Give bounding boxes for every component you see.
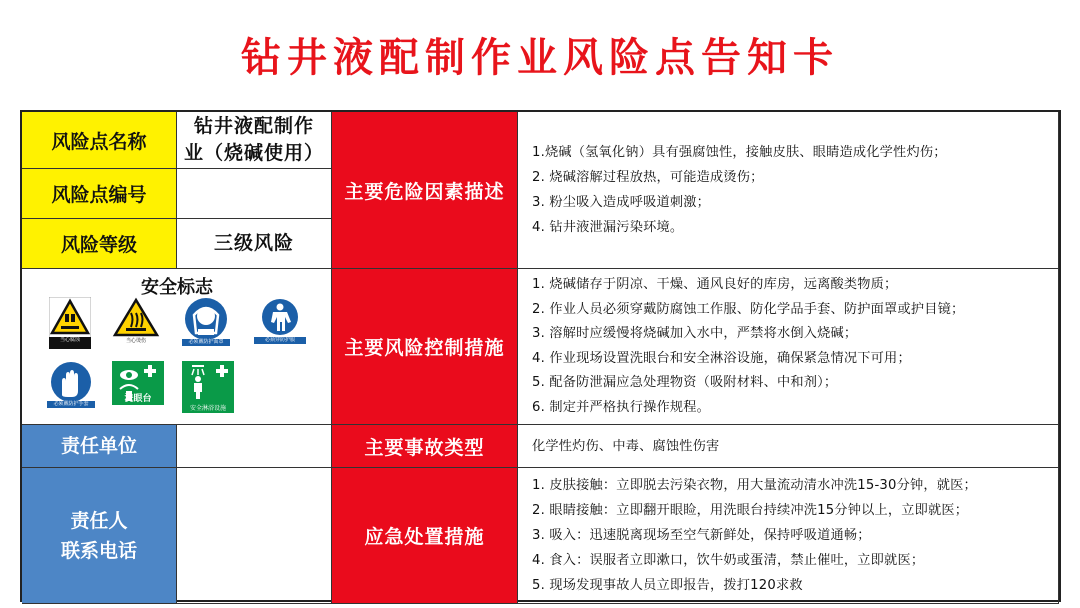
risk-name-line: 业（烧碱使用） <box>183 142 324 164</box>
risk-number-label: 风险点编号 <box>22 169 177 219</box>
page-title: 钻井液配制作业风险点告知卡 <box>241 35 839 81</box>
sign-caption: 洗眼台 <box>124 394 152 404</box>
risk-name-label: 风险点名称 <box>22 112 177 169</box>
risk-name-value <box>177 112 332 169</box>
emergency-label: 应急处置措施 <box>332 468 518 604</box>
safety-shower-sign <box>182 361 234 412</box>
control-item: 1. 烧碱储存于阴凉、干燥、通风良好的库房，远离酸类物质； <box>532 277 898 292</box>
sign-caption: 安全淋浴设施 <box>182 405 234 413</box>
safety-signs-panel <box>22 269 332 425</box>
sign-caption: 必须穿防护服 <box>254 337 306 344</box>
sign-caption: 必须戴防护手套 <box>47 401 95 408</box>
control-item: 2. 作业人员必须穿戴防腐蚀工作服、防化学品手套、防护面罩或护目镜； <box>532 301 965 317</box>
responsible-unit-label: 责任单位 <box>22 425 177 468</box>
emergency-list <box>518 468 1059 604</box>
hazard-list <box>518 112 1059 269</box>
hazard-label: 主要危险因素描述 <box>332 112 518 269</box>
emergency-item: 3. 吸入：迅速脱离现场至空气新鲜处，保持呼吸道通畅； <box>532 528 871 543</box>
sign-caption: 必须戴防护面罩 <box>182 339 230 346</box>
sign-caption: 当心腐蚀 <box>59 337 80 343</box>
scald-warning-sign <box>112 297 160 353</box>
contact-phone-line: 联系电话 <box>60 539 137 562</box>
sign-caption: 当心烫伤 <box>125 338 146 344</box>
responsible-person-value <box>177 468 332 604</box>
safety-signs-title: 安全标志 <box>141 277 213 298</box>
risk-level-label: 风险等级 <box>22 219 177 269</box>
risk-number-value <box>177 169 332 219</box>
control-item: 5. 配备防泄漏应急处理物资（吸附材料、中和剂）； <box>532 375 838 390</box>
protective-gloves-sign <box>47 361 95 413</box>
responsible-unit-value <box>177 425 332 468</box>
risk-level-value: 三级风险 <box>177 219 332 269</box>
hazard-item: 3. 粉尘吸入造成呼吸道刺激； <box>532 195 711 210</box>
emergency-item: 5. 现场发现事故人员立即报告，拨打120求救 <box>532 578 803 593</box>
risk-name-line: 钻井液配制作 <box>193 115 314 137</box>
control-item: 6. 制定并严格执行操作规程。 <box>532 399 711 415</box>
risk-card <box>20 110 1061 602</box>
emergency-item: 2. 眼睛接触：立即翻开眼睑，用洗眼台持续冲洗15分钟以上，立即就医； <box>532 503 969 518</box>
hazard-item: 2. 烧碱溶解过程放热，可能造成烫伤； <box>532 170 764 185</box>
control-item: 3. 溶解时应缓慢将烧碱加入水中，严禁将水倒入烧碱； <box>532 326 858 341</box>
safety-shower-icon <box>182 361 234 405</box>
responsible-person-label <box>22 468 177 604</box>
eyewash-station-sign <box>112 361 164 409</box>
hazard-item: 1.烧碱（氢氧化钠）具有强腐蚀性，接触皮肤、眼睛造成化学性灼伤； <box>532 145 947 160</box>
hazard-item: 4. 钻井液泄漏污染环境。 <box>532 220 684 235</box>
corrosion-warning-sign <box>49 297 91 353</box>
control-list <box>518 269 1059 425</box>
accident-types: 化学性灼伤、中毒、腐蚀性伤害 <box>518 425 1059 468</box>
face-shield-icon <box>182 297 230 345</box>
accident-label: 主要事故类型 <box>332 425 518 468</box>
emergency-item: 1. 皮肤接触：立即脱去污染衣物，用大量流动清水冲洗15-30分钟，就医； <box>532 478 977 493</box>
responsible-person-line: 责任人 <box>70 509 128 532</box>
control-item: 4. 作业现场设置洗眼台和安全淋浴设施，确保紧急情况下可用； <box>532 350 911 366</box>
protective-clothing-sign <box>254 297 306 349</box>
face-shield-sign <box>182 297 230 349</box>
emergency-item: 4. 食入：误服者立即漱口，饮牛奶或蛋清，禁止催吐，立即就医； <box>532 553 925 568</box>
control-label: 主要风险控制措施 <box>332 269 518 425</box>
